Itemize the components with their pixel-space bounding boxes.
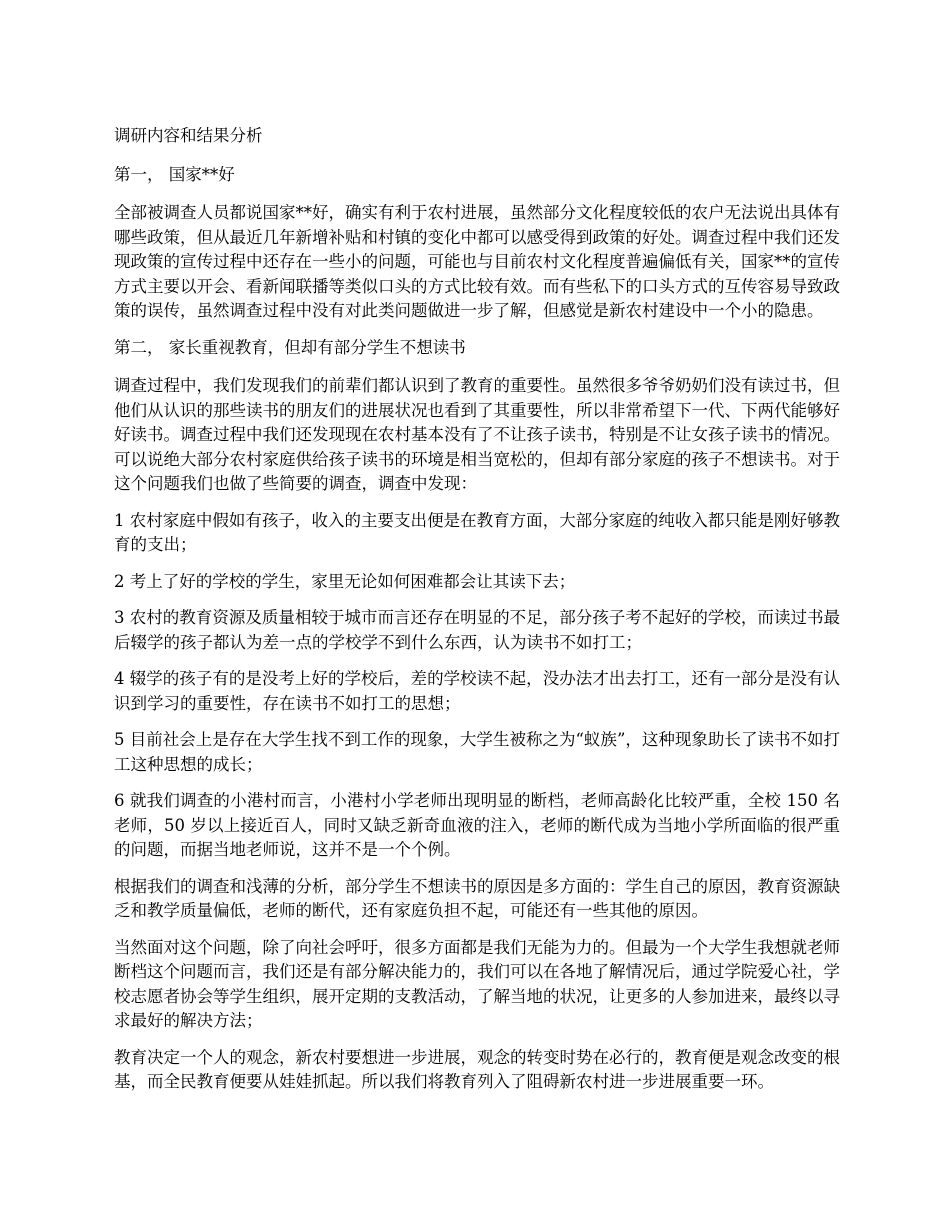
list-item: 4 辍学的孩子有的是没考上好的学校后，差的学校读不起，没办法才出去打工，还有一部分是没有认识到学习的重要性，存在读书不如打工的思想； <box>114 669 840 713</box>
conclusion-paragraph: 教育决定一个人的观念，新农村要想进一步进展，观念的转变时势在必行的，教育便是观念改变的根基，而全民教育便要从娃娃抓起。所以我们将教育列入了阻碍新农村进一步进展重要一环。 <box>114 1047 840 1091</box>
list-item: 2 考上了好的学校的学生，家里无论如何困难都会让其读下去； <box>114 571 576 591</box>
analysis-paragraph: 根据我们的调查和浅薄的分析，部分学生不想读书的原因是多方面的：学生自己的原因，教育资源缺乏和教学质量偏低，老师的断代，还有家庭负担不起，可能还有一些其他的原因。 <box>114 876 840 920</box>
document-title: 调研内容和结果分析 <box>114 126 263 145</box>
response-paragraph: 当然面对这个问题，除了向社会呼吁，很多方面都是我们无能为力的。但最为一个大学生我想就老师断档这个问题而言，我们还是有部分解决能力的，我们可以在各地了解情况后，通过学院爱心社，学校志愿者协会等学生组织，展开定期的支教活动，了解当地的状况，让更多的人参加进来，最终以寻求最好的解决方法； <box>114 937 840 1030</box>
list-item: 5 目前社会上是存在大学生找不到工作的现象，大学生被称之为“蚁族”，这种现象助长了读书不如打工这种思想的成长； <box>114 730 840 774</box>
list-item: 1 农村家庭中假如有孩子，收入的主要支出便是在教育方面，大部分家庭的纯收入都只能是刚好够教育的支出； <box>114 510 840 554</box>
section-1-heading: 第一， 国家**好 <box>114 164 235 184</box>
list-item: 3 农村的教育资源及质量相较于城市而言还存在明显的不足，部分孩子考不起好的学校，而读过书最后辍学的孩子都认为差一点的学校学不到什么东西，认为读书不如打工； <box>114 608 840 652</box>
section-2-heading: 第二， 家长重视教育，但却有部分学生不想读书 <box>114 337 466 357</box>
section-2-intro: 调查过程中，我们发现我们的前辈们都认识到了教育的重要性。虽然很多爷爷奶奶们没有读过书，但他们从认识的那些读书的朋友们的进展状况也看到了其重要性，所以非常希望下一代、下两代能够好好读书。调查过程中我们还发现现在农村基本没有了不让孩子读书，特别是不让女孩子读书的情况。可以说绝大部分农村家庭供给孩子读书的环境是相当宽松的，但却有部分家庭的孩子不想读书。对于这个问题我们也做了些简要的调查，调查中发现： <box>114 376 840 493</box>
document-page <box>114 124 840 1107</box>
list-item: 6 就我们调查的小港村而言，小港村小学老师出现明显的断档，老师高龄化比较严重，全校 150 名老师，50 岁以上接近百人，同时又缺乏新奇血液的注入，老师的断代成为当地小学所面临的很严重的问题，而据当地老师说，这并不是一个个例。 <box>114 791 840 859</box>
section-1-body: 全部被调查人员都说国家**好，确实有利于农村进展，虽然部分文化程度较低的农户无法说出具体有哪些政策，但从最近几年新增补贴和村镇的变化中都可以感受得到政策的好处。调查过程中我们还发现政策的宣传过程中还存在一些小的问题，可能也与目前农村文化程度普遍偏低有关，国家**的宣传方式主要以开会、看新闻联播等类似口头的方式比较有效。而有些私下的口头方式的互传容易导致政策的误传，虽然调查过程中没有对此类问题做进一步了解，但感觉是新农村建设中一个小的隐患。 <box>114 203 840 320</box>
